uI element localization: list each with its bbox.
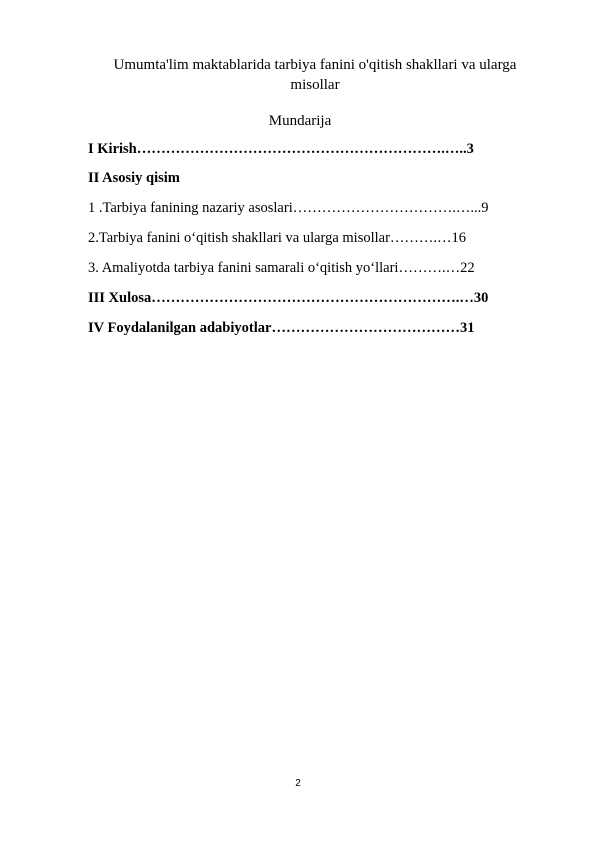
toc-entry-xulosa: III Xulosa……………………………………………………….…30: [88, 290, 489, 306]
toc-entry-oqitish-shakllari: 2.Tarbiya fanini o‘qitish shakllari va ularga misollar……….…16: [88, 230, 467, 246]
toc-entry-kirish: I Kirish……………………………………………………….…..3: [88, 141, 474, 157]
toc-entry-samarali-oqitish: 3. Amaliyotda tarbiya fanini samarali o‘qitish yo‘llari……….…22: [88, 260, 475, 276]
toc-entry-nazariy-asoslari: 1 .Tarbiya fanining nazariy asoslari…………………………….…...9: [88, 200, 489, 216]
page-number: 2: [295, 778, 301, 789]
toc-entry-adabiyotlar: IV Foydalanilgan adabiyotlar…………………………………31: [88, 320, 475, 336]
table-of-contents: [88, 140, 518, 349]
toc-entry-asosiy-qisim: II Asosiy qisim: [88, 170, 180, 186]
toc-heading: Mundarija: [268, 113, 332, 129]
document-title: Umumta'lim maktablarida tarbiya fanini o'qitish shakllari va ularga misollar: [113, 57, 517, 93]
